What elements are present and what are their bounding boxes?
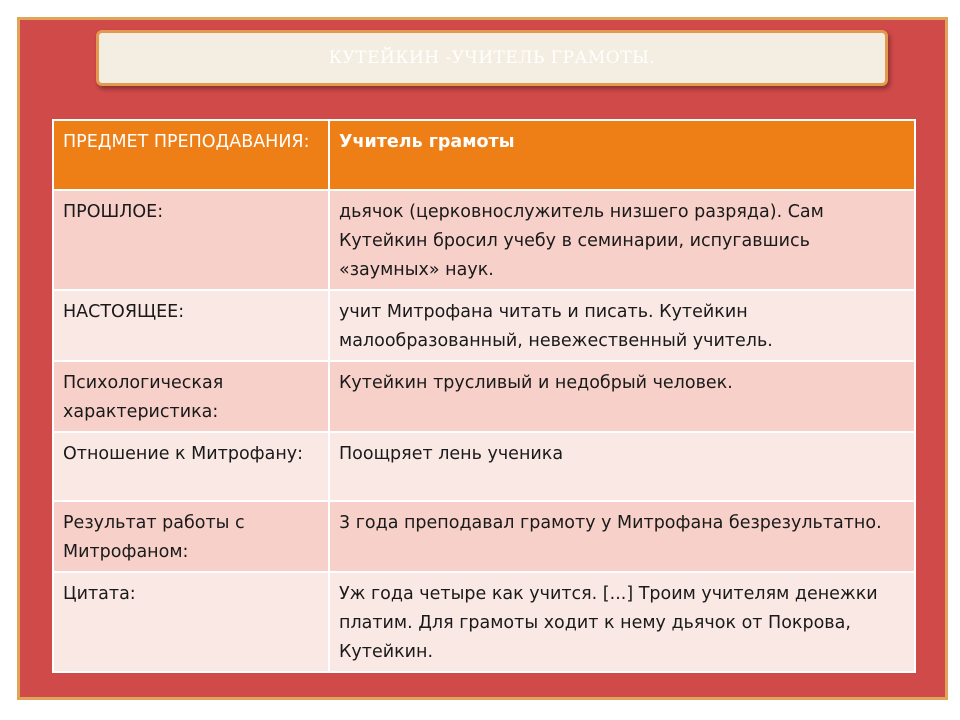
row-value: Кутейкин трусливый и недобрый человек. bbox=[329, 361, 915, 432]
title-box bbox=[96, 30, 888, 86]
row-label: Отношение к Митрофану: bbox=[53, 432, 329, 501]
row-value: 3 года преподавал грамоту у Митрофана безрезультатно. bbox=[329, 501, 915, 572]
table-row bbox=[53, 290, 915, 361]
row-value: учит Митрофана читать и писать. Кутейкин малообразованный, невежественный учитель. bbox=[329, 290, 915, 361]
row-label: Цитата: bbox=[53, 572, 329, 672]
table-row bbox=[53, 432, 915, 501]
table-row bbox=[53, 190, 915, 290]
row-value: Уж года четыре как учится. [...] Троим учителям денежки платим. Для грамоты ходит к нему дьячок от Покрова, Кутейкин. bbox=[329, 572, 915, 672]
row-value: Поощряет лень ученика bbox=[329, 432, 915, 501]
slide-title: КУТЕЙКИН -УЧИТЕЛЬ ГРАМОТЫ. bbox=[328, 48, 656, 68]
row-label: Психологическая характеристика: bbox=[53, 361, 329, 432]
header-label: ПРЕДМЕТ ПРЕПОДАВАНИЯ: bbox=[53, 120, 329, 190]
table-row bbox=[53, 501, 915, 572]
table-row bbox=[53, 572, 915, 672]
table-row bbox=[53, 361, 915, 432]
slide bbox=[17, 17, 948, 700]
table-header-row bbox=[53, 120, 915, 190]
row-value: дьячок (церковнослужитель низшего разряда). Сам Кутейкин бросил учебу в семинарии, испугавшись «заумных» наук. bbox=[329, 190, 915, 290]
row-label: Результат работы с Митрофаном: bbox=[53, 501, 329, 572]
header-value: Учитель грамоты bbox=[329, 120, 915, 190]
info-table bbox=[52, 119, 916, 673]
row-label: НАСТОЯЩЕЕ: bbox=[53, 290, 329, 361]
row-label: ПРОШЛОЕ: bbox=[53, 190, 329, 290]
